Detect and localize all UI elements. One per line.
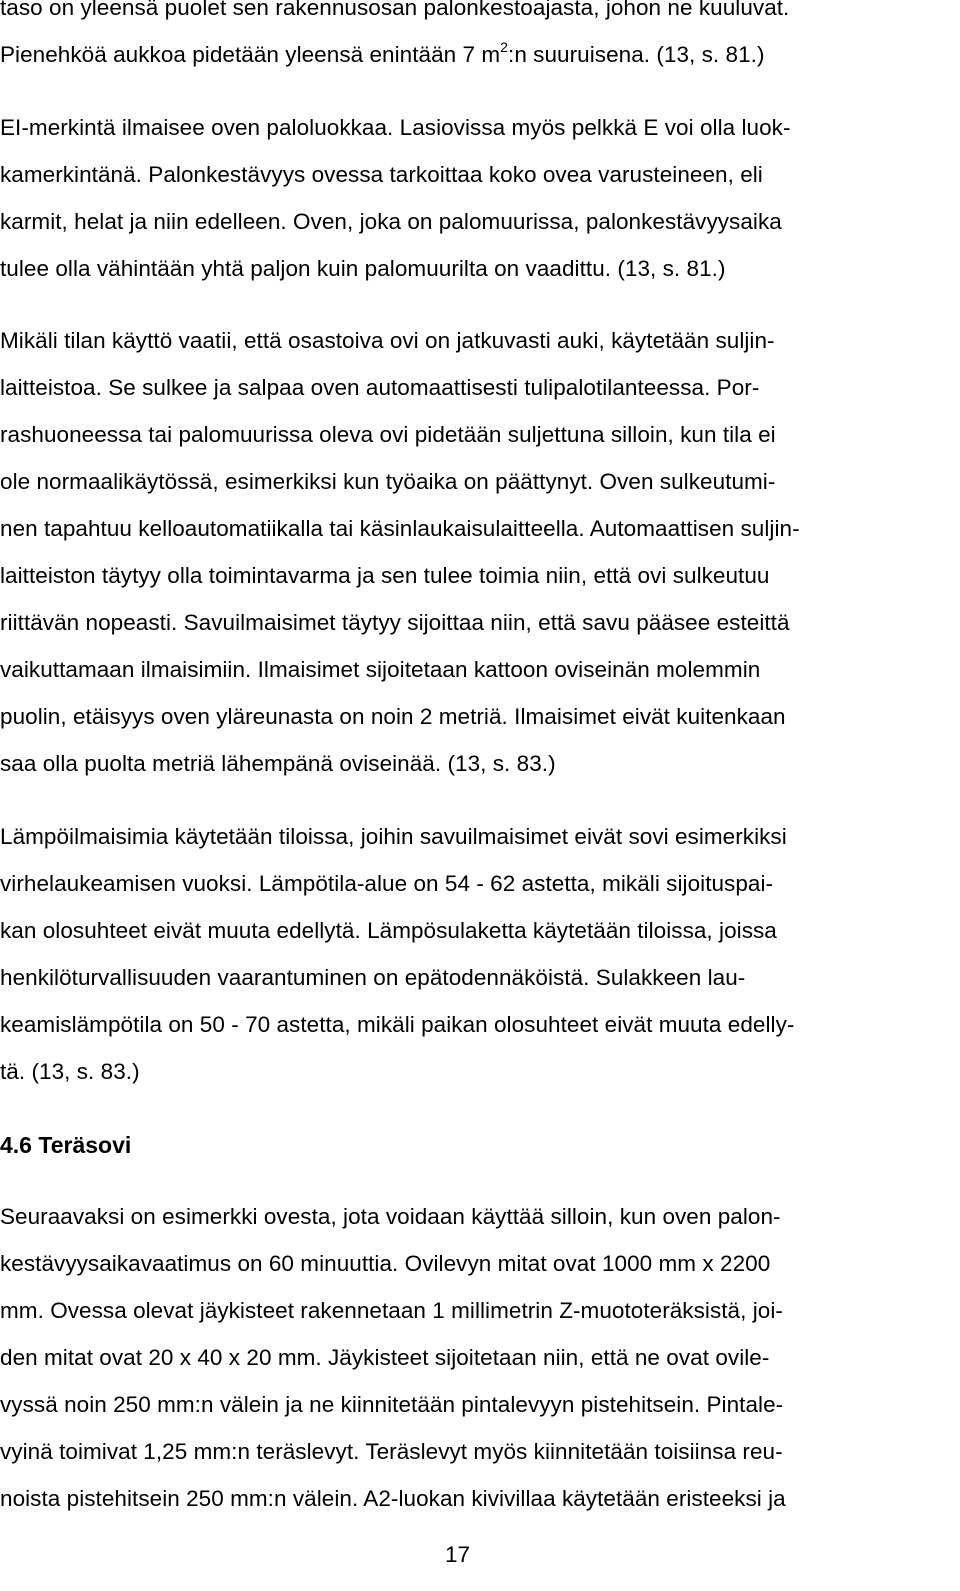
text-span: :n suuruisena. (13, s. 81.) bbox=[508, 42, 765, 67]
text-line bbox=[0, 40, 950, 70]
text-line: vyinä toimivat 1,25 mm:n teräslevyt. Teräslevyt myös kiinnitetään toisiinsa reu- bbox=[0, 1439, 783, 1464]
text-line: rashuoneessa tai palomuurissa oleva ovi pidetään suljettuna silloin, kun tila ei bbox=[0, 422, 776, 447]
text-line: den mitat ovat 20 x 40 x 20 mm. Jäykisteet sijoitetaan niin, että ne ovat ovile- bbox=[0, 1345, 770, 1370]
text-line: vaikuttamaan ilmaisimiin. Ilmaisimet sijoitetaan kattoon oviseinän molemmin bbox=[0, 657, 761, 682]
text-line: vyssä noin 250 mm:n välein ja ne kiinnitetään pintalevyyn pistehitsein. Pintale- bbox=[0, 1392, 784, 1417]
text-line: nen tapahtuu kelloautomatiikalla tai käsinlaukaisulaitteella. Automaattisen suljin- bbox=[0, 516, 800, 541]
text-line: tä. (13, s. 83.) bbox=[0, 1059, 140, 1084]
text-line: Lämpöilmaisimia käytetään tiloissa, joihin savuilmaisimet eivät sovi esimerkiksi bbox=[0, 824, 787, 849]
text-span: Pienehköä aukkoa pidetään yleensä enintään 7 m bbox=[0, 42, 501, 67]
text-line: laitteistoa. Se sulkee ja salpaa oven automaattisesti tulipalotilanteessa. Por- bbox=[0, 375, 760, 400]
text-line: karmit, helat ja niin edelleen. Oven, joka on palomuurissa, palonkestävyysaika bbox=[0, 209, 782, 234]
page-number: 17 bbox=[445, 1542, 471, 1567]
text-line: noista pistehitsein 250 mm:n välein. A2-luokan kivivillaa käytetään eristeeksi ja bbox=[0, 1486, 786, 1511]
text-line: kestävyysaikavaatimus on 60 minuuttia. Ovilevyn mitat ovat 1000 mm x 2200 bbox=[0, 1251, 771, 1276]
text-line: laitteiston täytyy olla toimintavarma ja sen tulee toimia niin, että ovi sulkeutuu bbox=[0, 563, 770, 588]
text-line: virhelaukeamisen vuoksi. Lämpötila-alue on 54 - 62 astetta, mikäli sijoituspai- bbox=[0, 871, 774, 896]
text-line: puolin, etäisyys oven yläreunasta on noin 2 metriä. Ilmaisimet eivät kuitenkaan bbox=[0, 704, 786, 729]
text-line: kamerkintänä. Palonkestävyys ovessa tarkoittaa koko ovea varusteineen, eli bbox=[0, 162, 763, 187]
text-line: kan olosuhteet eivät muuta edellytä. Lämpösulaketta käytetään tiloissa, joissa bbox=[0, 918, 777, 943]
text-line: tulee olla vähintään yhtä paljon kuin palomuurilta on vaadittu. (13, s. 81.) bbox=[0, 256, 726, 281]
text-line: Mikäli tilan käyttö vaatii, että osastoiva ovi on jatkuvasti auki, käytetään suljin- bbox=[0, 328, 775, 353]
text-line: ole normaalikäytössä, esimerkiksi kun työaika on päättynyt. Oven sulkeutumi- bbox=[0, 469, 776, 494]
text-line: riittävän nopeasti. Savuilmaisimet täytyy sijoittaa niin, että savu pääsee esteittä bbox=[0, 610, 790, 635]
text-line: henkilöturvallisuuden vaarantuminen on epätodennäköistä. Sulakkeen lau- bbox=[0, 965, 746, 990]
superscript: 2 bbox=[500, 38, 509, 55]
text-line: keamislämpötila on 50 - 70 astetta, mikäli paikan olosuhteet eivät muuta edelly- bbox=[0, 1012, 795, 1037]
text-line: Seuraavaksi on esimerkki ovesta, jota voidaan käyttää silloin, kun oven palon- bbox=[0, 1204, 781, 1229]
text-line: taso on yleensä puolet sen rakennusosan palonkestoajasta, johon ne kuuluvat. bbox=[0, 0, 790, 20]
text-line: saa olla puolta metriä lähempänä oviseinää. (13, s. 83.) bbox=[0, 751, 556, 776]
text-line: EI-merkintä ilmaisee oven paloluokkaa. Lasiovissa myös pelkkä E voi olla luok- bbox=[0, 115, 791, 140]
section-heading: 4.6 Teräsovi bbox=[0, 1132, 132, 1158]
text-line: mm. Ovessa olevat jäykisteet rakennetaan 1 millimetrin Z-muototeräksistä, joi- bbox=[0, 1298, 783, 1323]
